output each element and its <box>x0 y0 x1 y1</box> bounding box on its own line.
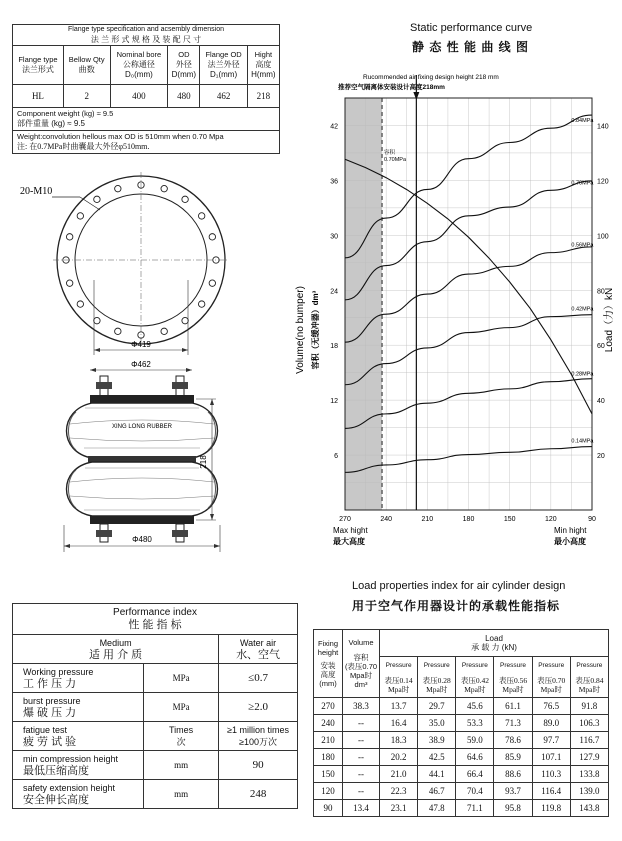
flange-header-cell: Flange type 法兰形式 <box>13 46 64 85</box>
load-value-cell: 21.0 <box>380 766 418 783</box>
load-value-cell: 35.0 <box>418 715 456 732</box>
bolt-hole <box>182 317 188 323</box>
perf-row-label: safety extension height 安全伸长高度 <box>13 780 144 809</box>
x-tick-label: 270 <box>339 516 351 523</box>
plot-area <box>330 75 609 523</box>
marker-label-1: 容积 <box>384 150 396 156</box>
pressure-col-header: 表压0.84 Mpa时 <box>570 673 608 698</box>
fixing-height-cell: 180 <box>314 749 343 766</box>
flange-value-cell: HL <box>13 85 64 108</box>
dim-480-label: Φ480 <box>132 535 152 544</box>
bolt-hole <box>77 301 83 307</box>
series-label: 0.28MPa <box>571 371 594 378</box>
flange-top-view <box>53 172 229 348</box>
air-spring-side-view <box>67 376 218 542</box>
volume-cell: -- <box>343 715 380 732</box>
bolt-hole <box>209 234 215 240</box>
flange-value-cell: 218 <box>247 85 279 108</box>
performance-title-en: Performance index <box>113 607 197 618</box>
load-value-cell: 110.3 <box>532 766 570 783</box>
x-label-max-cn: 最大高度 <box>333 537 365 546</box>
bolt-hole <box>94 317 100 323</box>
y-right-tick-label: 60 <box>597 343 605 351</box>
fixing-height-cell: 120 <box>314 783 343 800</box>
series-label: 0.42MPa <box>571 306 594 313</box>
load-value-cell: 64.6 <box>456 749 494 766</box>
performance-title-cn: 性 能 指 标 <box>128 619 182 631</box>
bolt-hole <box>115 328 121 334</box>
load-value-cell: 29.7 <box>418 698 456 715</box>
perf-row-label: Working pressure 工 作 压 力 <box>13 664 144 693</box>
bolt-hole <box>209 280 215 286</box>
flange-spec-table <box>12 24 280 154</box>
table-row <box>314 732 609 749</box>
medium-label-cn: 适 用 介 质 <box>88 649 143 661</box>
table-row <box>314 698 609 715</box>
y-left-tick-label: 12 <box>330 398 338 406</box>
load-value-cell: 71.3 <box>494 715 532 732</box>
volume-cell: -- <box>343 732 380 749</box>
perf-row-unit: mm <box>144 780 219 809</box>
volume-cell: 38.3 <box>343 698 380 715</box>
weight-note-cn: 注: 在0.7MPa时曲囊最大外径φ510mm. <box>17 142 150 151</box>
design-arrow <box>413 92 419 100</box>
load-value-cell: 119.8 <box>532 800 570 817</box>
table-row <box>314 749 609 766</box>
fixing-height-cell: 240 <box>314 715 343 732</box>
static-performance-chart <box>290 70 622 550</box>
flange-value-cell: 2 <box>63 85 110 108</box>
x-label-min-en: Min hight <box>554 526 587 535</box>
pressure-label: Pressure <box>532 657 570 674</box>
y-right-tick-label: 40 <box>597 398 605 406</box>
y-right-tick-label: 20 <box>597 453 605 461</box>
load-value-cell: 116.4 <box>532 783 570 800</box>
y-left-tick-label: 30 <box>330 233 338 241</box>
bolt-hole <box>94 196 100 202</box>
load-value-cell: 71.1 <box>456 800 494 817</box>
x-label-min-cn: 最小高度 <box>554 537 586 546</box>
y-left-tick-label: 36 <box>330 178 338 186</box>
x-tick-label: 180 <box>462 516 475 523</box>
weight-note-en: Weight:convolution hellous max OD is 510mm when 0.70 Mpa <box>17 132 224 141</box>
load-value-cell: 47.8 <box>418 800 456 817</box>
y-axis-left-label: Volume(no bumper) <box>295 286 306 374</box>
fixing-height-cell: 270 <box>314 698 343 715</box>
x-label-max-en: Max hight <box>333 526 368 535</box>
bolt-hole <box>198 213 204 219</box>
bolt-hole <box>115 185 121 191</box>
load-value-cell: 76.5 <box>532 698 570 715</box>
annotation-cn: 推荐空气隔离体安装设计高度218mm <box>338 84 445 91</box>
chart-title-en: Static performance curve <box>410 22 533 34</box>
y-right-tick-label: 140 <box>597 123 609 131</box>
dim-419-label: Φ419 <box>131 340 151 349</box>
load-value-cell: 22.3 <box>380 783 418 800</box>
fixing-height-cell: 90 <box>314 800 343 817</box>
fixing-height-cell: 210 <box>314 732 343 749</box>
perf-row-value: ≥1 million times ≥100万次 <box>219 722 298 751</box>
load-value-cell: 38.9 <box>418 732 456 749</box>
load-title-cn: 用于空气作用器设计的承载性能指标 <box>352 599 561 613</box>
x-tick-label: 150 <box>503 516 516 523</box>
load-value-cell: 13.7 <box>380 698 418 715</box>
component-weight-en: Component weight (kg) ≈ 9.5 <box>17 109 114 118</box>
bolt-hole <box>182 196 188 202</box>
y-left-tick-label: 6 <box>334 453 338 461</box>
component-weight-cn: 部件重量 (kg) ≈ 9.5 <box>17 119 85 128</box>
medium-label-en: Medium <box>99 638 132 648</box>
fixing-height-header: Fixing height 安装 高度 (mm) <box>314 630 343 698</box>
load-value-cell: 59.0 <box>456 732 494 749</box>
load-value-cell: 85.9 <box>494 749 532 766</box>
load-value-cell: 97.7 <box>532 732 570 749</box>
load-table-body <box>314 698 609 817</box>
perf-row-unit: mm <box>144 751 219 780</box>
bolt-spec-label: 20-M10 <box>20 186 53 197</box>
load-value-cell: 127.9 <box>570 749 608 766</box>
y-axis-right-label: Load（力）kN <box>604 287 615 353</box>
perf-row-unit: MPa <box>144 693 219 722</box>
medium-value-cn: 水、空气 <box>236 649 281 661</box>
load-value-cell: 18.3 <box>380 732 418 749</box>
pressure-label: Pressure <box>418 657 456 674</box>
perf-row-unit: MPa <box>144 664 219 693</box>
load-value-cell: 66.4 <box>456 766 494 783</box>
y-left-tick-label: 18 <box>330 343 338 351</box>
volume-header: Volume 容积 (表压0.70 Mpa时 dm³ <box>343 630 380 698</box>
load-value-cell: 143.8 <box>570 800 608 817</box>
load-value-cell: 89.0 <box>532 715 570 732</box>
series-label: 0.56MPa <box>571 242 594 249</box>
volume-cell: -- <box>343 783 380 800</box>
load-value-cell: 133.8 <box>570 766 608 783</box>
air-spring-drawing <box>20 180 280 560</box>
load-value-cell: 42.5 <box>418 749 456 766</box>
flange-value-cell: 400 <box>110 85 168 108</box>
load-value-cell: 44.1 <box>418 766 456 783</box>
load-value-cell: 23.1 <box>380 800 418 817</box>
pressure-label: Pressure <box>380 657 418 674</box>
x-tick-label: 120 <box>544 516 557 523</box>
table-row <box>314 766 609 783</box>
flange-header-cell: Flange OD 法兰外径 D₁(mm) <box>200 46 247 85</box>
pressure-col-header: 表压0.70 Mpa时 <box>532 673 570 698</box>
pressure-col-header: 表压0.14 Mpa时 <box>380 673 418 698</box>
brand-label: XING LONG RUBBER <box>111 424 173 430</box>
series-label: 0.84MPa <box>571 118 594 125</box>
perf-row-label: burst pressure 爆 破 压 力 <box>13 693 144 722</box>
pressure-col-header: 表压0.42 Mpa时 <box>456 673 494 698</box>
perf-row-value: ≤0.7 <box>219 664 298 693</box>
pressure-col-header: 表压0.56 Mpa时 <box>494 673 532 698</box>
y-right-tick-label: 100 <box>597 233 609 241</box>
load-value-cell: 107.1 <box>532 749 570 766</box>
bolt-hole <box>77 213 83 219</box>
bolt-hole <box>161 328 167 334</box>
marker-label-2: 0.70MPa <box>384 157 407 163</box>
volume-cell: -- <box>343 749 380 766</box>
load-value-cell: 139.0 <box>570 783 608 800</box>
flange-value-cell: 462 <box>200 85 247 108</box>
pressure-col-header: 表压0.28 Mpa时 <box>418 673 456 698</box>
load-value-cell: 88.6 <box>494 766 532 783</box>
load-value-cell: 16.4 <box>380 715 418 732</box>
load-value-cell: 116.7 <box>570 732 608 749</box>
volume-cell: 13.4 <box>343 800 380 817</box>
pressure-label: Pressure <box>456 657 494 674</box>
perf-row-unit: Times 次 <box>144 722 219 751</box>
flange-header-cell: OD 外径 D(mm) <box>168 46 200 85</box>
load-value-cell: 61.1 <box>494 698 532 715</box>
chart-title-cn: 静 态 性 能 曲 线 图 <box>412 40 530 54</box>
flange-value-cell: 480 <box>168 85 200 108</box>
load-value-cell: 20.2 <box>380 749 418 766</box>
flange-title-en: Flange type specification and acsembly dimension <box>67 26 225 33</box>
perf-row-value: 90 <box>219 751 298 780</box>
load-value-cell: 46.7 <box>418 783 456 800</box>
load-value-cell: 70.4 <box>456 783 494 800</box>
load-properties-table <box>313 629 609 817</box>
y-axis-left-label-cn: 容积（无缓冲器）dm³ <box>311 290 320 370</box>
dim-462-label: Φ462 <box>131 360 151 369</box>
bolt-hole <box>198 301 204 307</box>
flange-header-cell: Bellow Qty 曲数 <box>63 46 110 85</box>
perf-row-value: ≥2.0 <box>219 693 298 722</box>
pressure-label: Pressure <box>570 657 608 674</box>
series-label: 0.14MPa <box>571 438 594 445</box>
load-value-cell: 106.3 <box>570 715 608 732</box>
perf-row-value: 248 <box>219 780 298 809</box>
x-tick-label: 240 <box>380 516 393 523</box>
shaded-region <box>345 98 382 510</box>
flange-header-cell: Nominal bore 公称通径 D₀(mm) <box>110 46 168 85</box>
perf-row-label: min compression height 最低压缩高度 <box>13 751 144 780</box>
y-right-tick-label: 80 <box>597 288 605 296</box>
bolt-hole <box>161 185 167 191</box>
y-left-tick-label: 24 <box>330 288 338 296</box>
load-value-cell: 95.8 <box>494 800 532 817</box>
medium-value-en: Water air <box>239 638 277 648</box>
performance-index-table <box>12 603 298 809</box>
x-tick-label: 210 <box>421 516 434 523</box>
load-value-cell: 53.3 <box>456 715 494 732</box>
dim-218-label: 218 <box>199 455 208 469</box>
series-label: 0.70MPa <box>571 180 594 187</box>
bolt-hole <box>66 280 72 286</box>
x-tick-label: 90 <box>588 516 596 523</box>
load-title-en: Load properties index for air cylinder design <box>352 580 566 592</box>
load-value-cell: 91.8 <box>570 698 608 715</box>
volume-cell: -- <box>343 766 380 783</box>
load-header: Load 承 载 力 (kN) <box>380 630 609 657</box>
y-right-tick-label: 120 <box>597 178 609 186</box>
flange-header-cell: Hight 高度 H(mm) <box>247 46 279 85</box>
pressure-label: Pressure <box>494 657 532 674</box>
perf-row-label: fatigue test 疲 劳 试 验 <box>13 722 144 751</box>
fixing-height-cell: 150 <box>314 766 343 783</box>
y-left-tick-label: 42 <box>330 123 338 131</box>
load-value-cell: 93.7 <box>494 783 532 800</box>
table-row <box>314 800 609 817</box>
load-value-cell: 78.6 <box>494 732 532 749</box>
bolt-hole <box>66 234 72 240</box>
annotation-en: Rucommended air fixing design height 218 mm <box>363 74 499 81</box>
flange-title-cn: 法 兰 形 式 规 格 及 装 配 尺 寸 <box>90 35 202 44</box>
table-row <box>314 783 609 800</box>
table-row <box>314 715 609 732</box>
load-value-cell: 45.6 <box>456 698 494 715</box>
